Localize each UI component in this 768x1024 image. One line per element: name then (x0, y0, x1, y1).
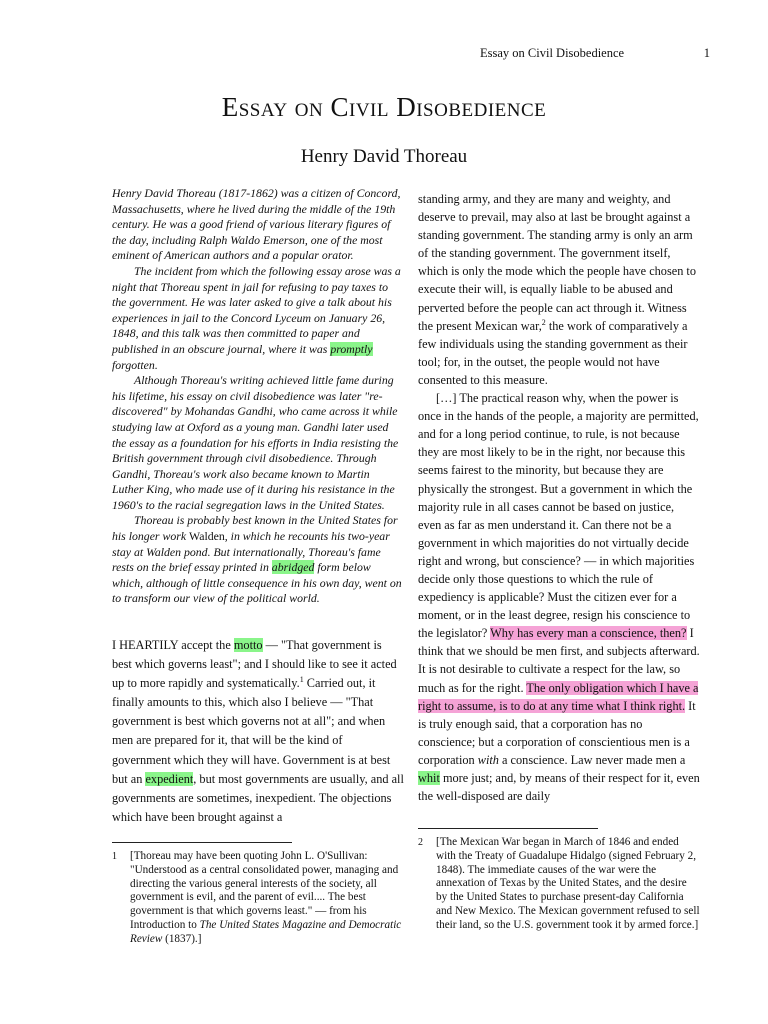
intro-p4-text: Thoreau is probably best known in the United States for his longer work (112, 513, 398, 544)
intro-p4-text-2: , in which he recounts his two-year stay at Walden pond. But internationally, Thoreau's fame rests on the brief essay printed in (112, 529, 390, 575)
footnote-ref-2[interactable]: 2 (541, 317, 546, 327)
footnote-text: [Thoreau may have been quoting John L. O'Sullivan: "Understood as a central consolidated power, managing and directing the various general interests of the society, all government is evil, and the parent of evil.... The best government is that which governs least." — from his Introduction to (130, 850, 399, 931)
essay-text: I think that we should be men first, and subjects afterward. It is not desirable to cultivate a respect for the law, so much as for the right. (418, 626, 700, 695)
document-title: Essay on Civil Disobedience (221, 92, 547, 122)
essay-text: a conscience. Law never made men a (498, 752, 686, 767)
essay-text: — "That government is best which governs least"; and I should like to see it acted up to more rapidly and systematically. (112, 638, 397, 691)
introduction-column (112, 186, 402, 607)
essay-text: Carried out, it finally amounts to this, which also I believe — "That government is best which governs not at all"; and when men are prepared for it, that will be the kind of government which they will have. Government is at best but an (112, 676, 391, 786)
intro-p2-text: The incident from which the following essay arose was a night that Thoreau spent in jail for refusing to pay taxes to the government. He was later asked to give a talk about his experiences in jail to the Concord Lyceum on January 26, 1848, and this talk was then committed to paper and published in an obscure journal, where it was (112, 263, 401, 356)
essay-text: , but most governments are usually, and all governments are sometimes, inexpedient. The objections which have been brought against a (112, 771, 404, 824)
highlight-only-obligation: The only obligation which I have a right to assume, is to do at any time what I think right. (418, 680, 699, 713)
highlight-promptly: promptly (330, 341, 373, 356)
essay-text: more just; and, by means of their respect for it, even the well-disposed are daily (418, 771, 700, 804)
running-title: Essay on Civil Disobedience (480, 46, 625, 60)
footnote-2-number: 2 (418, 837, 423, 848)
essay-column-right (418, 190, 700, 805)
intro-p4-text-3: form below which, although of little consequence in his own day, went on to transform our view of the political world. (112, 560, 402, 606)
essay-paragraph-standing-army (418, 190, 700, 389)
emphasis-with: with (477, 752, 499, 767)
essay-opening-paragraph (112, 636, 404, 827)
highlight-whit: whit (418, 771, 440, 785)
essay-paragraph-practical-reason (418, 389, 700, 805)
footnote-divider-right (418, 828, 598, 829)
walden-title: Walden (189, 529, 225, 544)
footnote-divider-left (112, 842, 292, 843)
intro-p2-text-end: forgotten. (112, 357, 158, 372)
essay-column-left (112, 636, 404, 827)
document-author: Henry David Thoreau (300, 146, 468, 167)
footnote-source-title: The United States Magazine and Democratic Review (130, 918, 402, 945)
footnote-text-end: (1837).] (162, 932, 202, 945)
essay-text: the work of comparatively a few individuals using the standing government as their tool; for, in the outset, the people would not have consented to this measure. (418, 318, 688, 387)
essay-text: It is truly enough said, that a corporation has no conscience; but a corporation of conscientious men is a corporation (418, 698, 696, 767)
page-number: 1 (703, 46, 710, 60)
intro-paragraph-4 (112, 513, 402, 607)
footnote-1 (112, 850, 404, 947)
essay-text: standing army, and they are many and weighty, and deserve to prevail, may also at last be brought against a standing government. The standing army is only an arm of the standing government. The government itself, which is only the mode which the people have chosen to execute their will, is equally liable to be abused and perverted before the people can act through it. Witness the present Mexican war, (418, 192, 696, 333)
essay-text: […] The practical reason why, when the power is once in the hands of the people, a majority are permitted, and for a long period continue, to rule, is not because they are most likely to be in the right, nor because this seems fairest to the minority, but because they are physically the strongest. But a government in which the majority rule in all cases cannot be based on justice, even as far as men understand it. Can there not be a government in which majorities do not virtually decide right and wrong, but conscience? — in which majorities decide only those questions to which the rule of expediency is applicable? Must the citizen ever for a moment, or in the least degree, resign his conscience to the legislator? (418, 391, 699, 641)
footnote-2-text: [The Mexican War began in March of 1846 and ended with the Treaty of Guadalupe Hidalgo (signed February 2, 1848). The immediate causes of the war were the annexation of Texas by the United States, and the desire by the United States to purchase present-day California and New Mexico. The Mexican government refused to sell their land, so the U.S. government took it by armed force.] (436, 836, 700, 931)
intro-paragraph-2 (112, 264, 402, 373)
footnote-2 (418, 836, 700, 933)
essay-text: I HEARTILY accept the (112, 638, 234, 652)
intro-paragraph-1: Henry David Thoreau (1817-1862) was a citizen of Concord, Massachusetts, where he lived during the middle of the 19th century. He was a good friend of various literary figures of the day, including Ralph Waldo Emerson, one of the most eminent of American authors and a popular orator. (112, 186, 401, 263)
footnote-ref-1[interactable]: 1 (299, 675, 304, 685)
highlight-abridged: abridged (271, 560, 315, 575)
highlight-expedient: expedient (145, 771, 194, 786)
footnote-1-text (130, 850, 404, 947)
intro-paragraph-3: Although Thoreau's writing achieved little fame during his lifetime, his essay on civil disobedience was later "re-discovered" by Mohandas Gandhi, who came across it while studying law at Oxford as a young man. Gandhi later used the essay as a foundation for his efforts in India resisting the British government through civil disobedience. Through Gandhi, Thoreau's work also became known to Martin Luther King, who made use of it during his resistance in the 1960's to the racial segregation laws in the United States. (112, 373, 399, 512)
highlight-motto: motto (233, 638, 263, 652)
highlight-conscience-question: Why has every man a conscience, then? (490, 626, 687, 641)
footnote-1-number: 1 (112, 851, 117, 862)
